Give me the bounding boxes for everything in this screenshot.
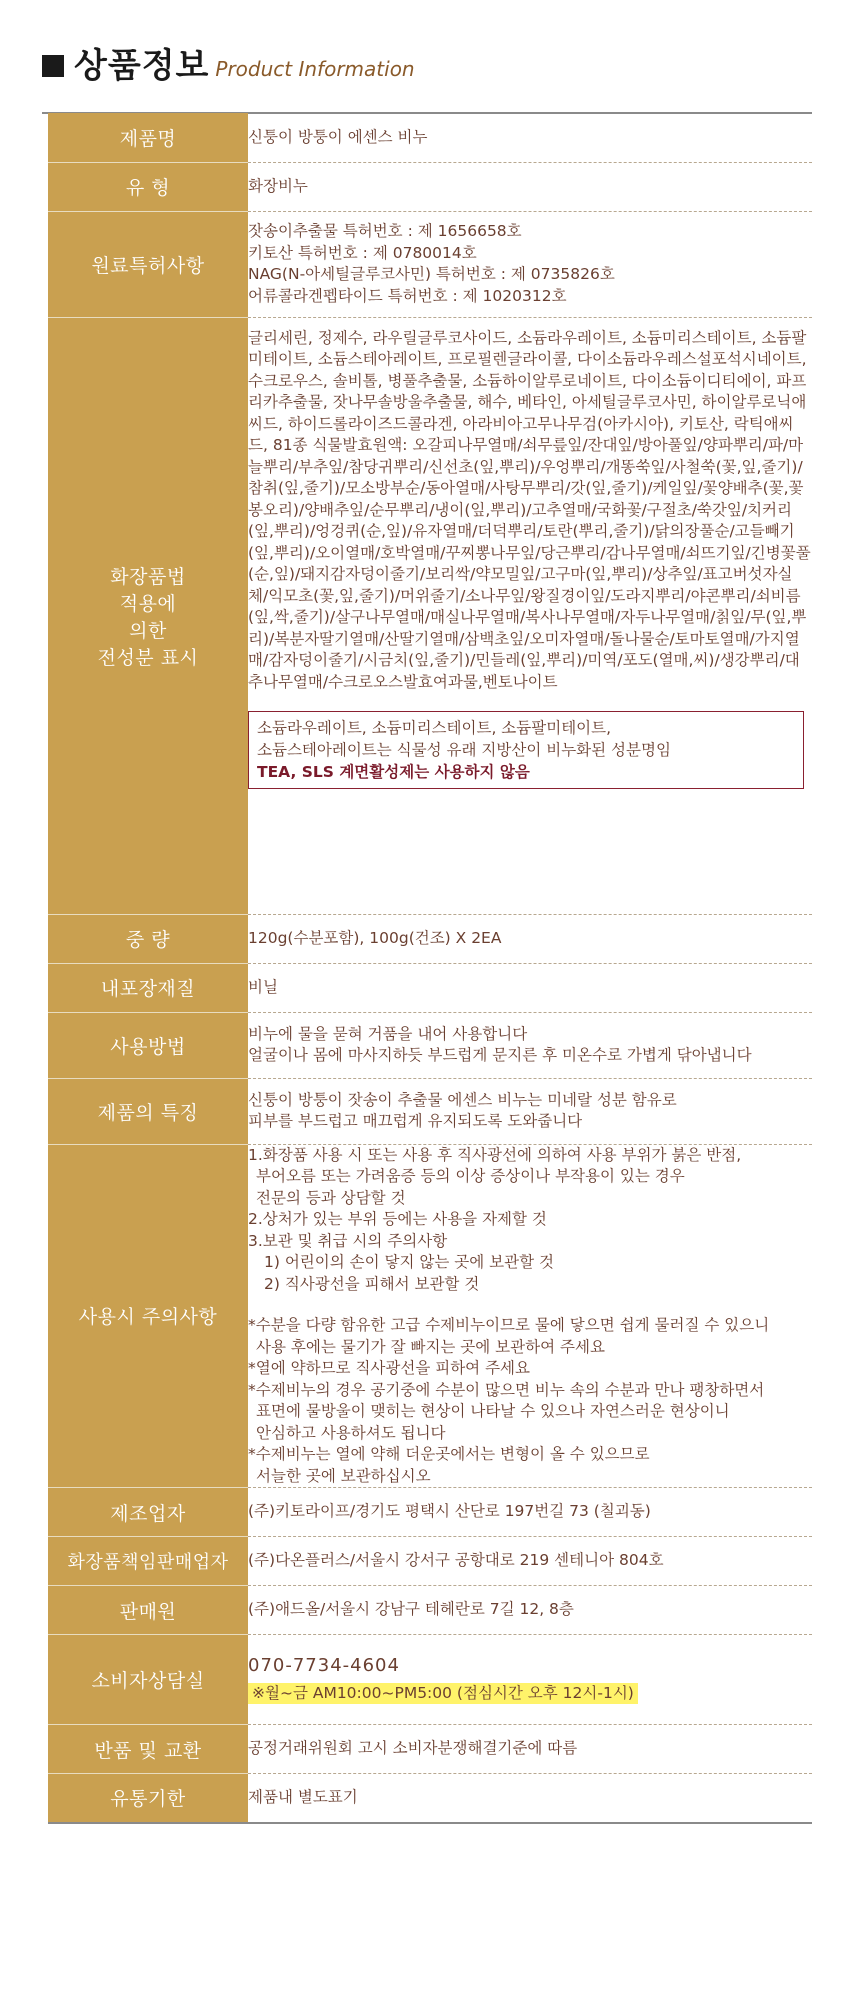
value-features xyxy=(248,1078,812,1144)
caution-note-line: 서늘한 곳에 보관하십시오 xyxy=(256,1466,431,1485)
note-bold-line: TEA, SLS 계면활성제는 사용하지 않음 xyxy=(257,763,530,781)
label-cautions: 사용시 주의사항 xyxy=(48,1144,248,1488)
usage-line: 비누에 물을 묻혀 거품을 내어 사용합니다 xyxy=(248,1024,528,1043)
row-returns xyxy=(48,1725,812,1774)
row-usage xyxy=(48,1012,812,1078)
label-usage: 사용방법 xyxy=(48,1012,248,1078)
patent-line: NAG(N-아세틸글루코사민) 특허번호 : 제 0735826호 xyxy=(248,265,615,283)
value-seller: (주)애드올/서울시 강남구 테헤란로 7길 12, 8층 xyxy=(248,1586,812,1635)
label-type: 유 형 xyxy=(48,162,248,211)
caution-line: 2) 직사광선을 피해서 보관할 것 xyxy=(264,1274,480,1293)
feature-line: 피부를 부드럽고 매끄럽게 유지되도록 도와줍니다 xyxy=(248,1112,583,1130)
ingredients-text: 글리세린, 정제수, 라우릴글루코사이드, 소듐라우레이트, 소듐미리스테이트, 소듐팔미테이트, 소듐스테아레이트, 프로필렌글라이콜, 다이소듐라우레스설포석시네이트, 수크로우스, 솔비톨, 병풀추출물, 소듐하이알루로네이트, 다이소듐이디티에이, 파프리카추출물, 잣나무솔방울추출물, 해수, 베타인, 아세틸글루코사민, 하이알루로닉애씨드, 하이드롤라이즈드콜라겐, 아라비아고무나무검(아카시아), 키토산, 락틱애씨드, 81종 식물발효원액: 오갈피나무열매/쇠무릎잎/잔대잎/방아풀잎/양파뿌리/파/마늘뿌리/부추잎/참당귀뿌리/신선초(잎,뿌리)/우엉뿌리/개똥쑥잎/사철쑥(꽃,잎,줄기)/참취(잎,줄기)/모소방부순/동아열매/사탕무뿌리/갓(잎,줄기)/케일잎/꽃양배추(꽃,꽃봉오리)/양배추잎/순무뿌리/냉이(잎,뿌리)/고추열매/국화꽃/구절초/쑥갓잎/치커리(잎,뿌리)/엉겅퀴(순,잎)/유자열매/더덕뿌리/토란(뿌리,줄기)/닭의장풀순/고들빼기(잎,뿌리)/오이열매/호박열매/꾸찌뽕나무잎/당근뿌리/감나무열매/쇠뜨기잎/긴병꽃풀(순,잎)/돼지감자덩이줄기/보리싹/약모밀잎/고구마(잎,뿌리)/상추잎/표고버섯자실체/익모초(꽃,잎,줄기)/머위줄기/소나무잎/왕질경이잎/도라지뿌리/야콘뿌리/쇠비름(잎,싹,줄기)/살구나무열매/매실나무열매/복사나무열매/자두나무열매/칡잎/무(잎,뿌리)/복분자딸기열매/산딸기열매/삼백초잎/오미자열매/돌나물순/토마토열매/가지열매/감자덩이줄기/시금치(잎,줄기)/민들레(잎,뿌리)/미역/포도(열매,씨)/생강뿌리/대추나무열매/수크로오스발효여과물,벤토나이트 xyxy=(248,328,811,691)
label-seller: 판매원 xyxy=(48,1586,248,1635)
row-product-name xyxy=(48,113,812,162)
value-consult xyxy=(248,1635,812,1725)
row-weight xyxy=(48,914,812,963)
value-usage xyxy=(248,1012,812,1078)
value-weight: 120g(수분포함), 100g(건조) X 2EA xyxy=(248,914,812,963)
header-title: 상품정보 xyxy=(74,46,210,86)
caution-line: 부어오름 또는 가려움증 등의 이상 증상이나 부작용이 있는 경우 xyxy=(256,1167,685,1185)
note-line: 소듐라우레이트, 소듐미리스테이트, 소듐팔미테이트, xyxy=(257,719,612,737)
row-patents xyxy=(48,211,812,317)
usage-line: 얼굴이나 몸에 마사지하듯 부드럽게 문지른 후 미온수로 가볍게 닦아냅니다 xyxy=(248,1046,752,1064)
row-type xyxy=(48,162,812,211)
square-bullet-icon xyxy=(42,55,64,77)
caution-line: 2.상처가 있는 부위 등에는 사용을 자제할 것 xyxy=(248,1210,547,1228)
row-manufacturer xyxy=(48,1488,812,1537)
value-type: 화장비누 xyxy=(248,162,812,211)
label-ingredients xyxy=(48,317,248,914)
value-returns: 공정거래위원회 고시 소비자분쟁해결기준에 따름 xyxy=(248,1725,812,1774)
value-product-name: 신퉁이 방퉁이 에센스 비누 xyxy=(248,113,812,162)
row-distributor xyxy=(48,1537,812,1586)
caution-line: 3.보관 및 취급 시의 주의사항 xyxy=(248,1231,448,1250)
caution-line: 1) 어린이의 손이 닿지 않는 곳에 보관할 것 xyxy=(264,1253,554,1271)
label-line: 의한 xyxy=(129,619,167,642)
section-header xyxy=(42,40,415,86)
feature-line: 신퉁이 방퉁이 잣송이 추출물 에센스 비누는 미네랄 성분 함유로 xyxy=(248,1090,677,1109)
caution-note-line: *수제비누는 열에 약해 더운곳에서는 변형이 올 수 있으므로 xyxy=(248,1445,650,1463)
consult-phone: 070-7734-4604 xyxy=(248,1655,400,1676)
consult-hours: ※월~금 AM10:00~PM5:00 (점심시간 오후 12시-1시) xyxy=(248,1683,638,1705)
row-expiry xyxy=(48,1774,812,1823)
label-distributor: 화장품책임판매업자 xyxy=(48,1537,248,1586)
label-consult: 소비자상담실 xyxy=(48,1635,248,1725)
row-seller xyxy=(48,1586,812,1635)
header-subtitle: Product Information xyxy=(215,57,415,81)
caution-line: 전문의 등과 상담할 것 xyxy=(256,1188,406,1207)
note-line: 소듐스테아레이트는 식물성 유래 지방산이 비누화된 성분명임 xyxy=(257,741,671,759)
row-features xyxy=(48,1078,812,1144)
value-cautions xyxy=(248,1144,812,1488)
label-weight: 중 량 xyxy=(48,914,248,963)
caution-note-line: 표면에 물방울이 맺히는 현상이 나타날 수 있으나 자연스러운 현상이니 xyxy=(256,1402,730,1420)
value-patents xyxy=(248,211,812,317)
value-manufacturer: (주)키토라이프/경기도 평택시 산단로 197번길 73 (칠괴동) xyxy=(248,1488,812,1537)
label-line: 화장품법 xyxy=(110,565,186,588)
patent-line: 키토산 특허번호 : 제 0780014호 xyxy=(248,243,477,262)
label-manufacturer: 제조업자 xyxy=(48,1488,248,1537)
label-returns: 반품 및 교환 xyxy=(48,1725,248,1774)
caution-note-line: 안심하고 사용하셔도 됩니다 xyxy=(256,1423,446,1442)
product-info-table xyxy=(48,113,812,1824)
patent-line: 잣송이추출물 특허번호 : 제 1656658호 xyxy=(248,222,522,240)
label-expiry: 유통기한 xyxy=(48,1774,248,1823)
value-distributor: (주)다온플러스/서울시 강서구 공항대로 219 센테니아 804호 xyxy=(248,1537,812,1586)
label-line: 적용에 xyxy=(119,592,177,615)
value-expiry: 제품내 별도표기 xyxy=(248,1774,812,1823)
label-packaging: 내포장재질 xyxy=(48,963,248,1012)
label-product-name: 제품명 xyxy=(48,113,248,162)
row-ingredients xyxy=(48,317,812,914)
label-line: 전성분 표시 xyxy=(97,646,199,669)
patent-line: 어류콜라겐펩타이드 특허번호 : 제 1020312호 xyxy=(248,286,567,305)
row-consult xyxy=(48,1635,812,1725)
row-packaging xyxy=(48,963,812,1012)
caution-note-line: *수제비누의 경우 공기중에 수분이 많으면 비누 속의 수분과 만나 팽창하면서 xyxy=(248,1380,765,1399)
caution-note-line: *열에 약하므로 직사광선을 피하여 주세요 xyxy=(248,1359,531,1377)
caution-spacer xyxy=(248,1295,812,1315)
label-patents: 원료특허사항 xyxy=(48,211,248,317)
caution-note-line: 사용 후에는 물기가 잘 빠지는 곳에 보관하여 주세요 xyxy=(256,1337,605,1356)
caution-note-line: *수분을 다량 함유한 고급 수제비누이므로 물에 닿으면 쉽게 물러질 수 있으니 xyxy=(248,1316,770,1334)
row-cautions xyxy=(48,1144,812,1488)
label-features: 제품의 특징 xyxy=(48,1078,248,1144)
value-ingredients xyxy=(248,317,812,914)
ingredients-note-box xyxy=(248,711,804,789)
value-packaging: 비닐 xyxy=(248,963,812,1012)
caution-line: 1.화장품 사용 시 또는 사용 후 직사광선에 의하여 사용 부위가 붉은 반점, xyxy=(248,1145,742,1164)
